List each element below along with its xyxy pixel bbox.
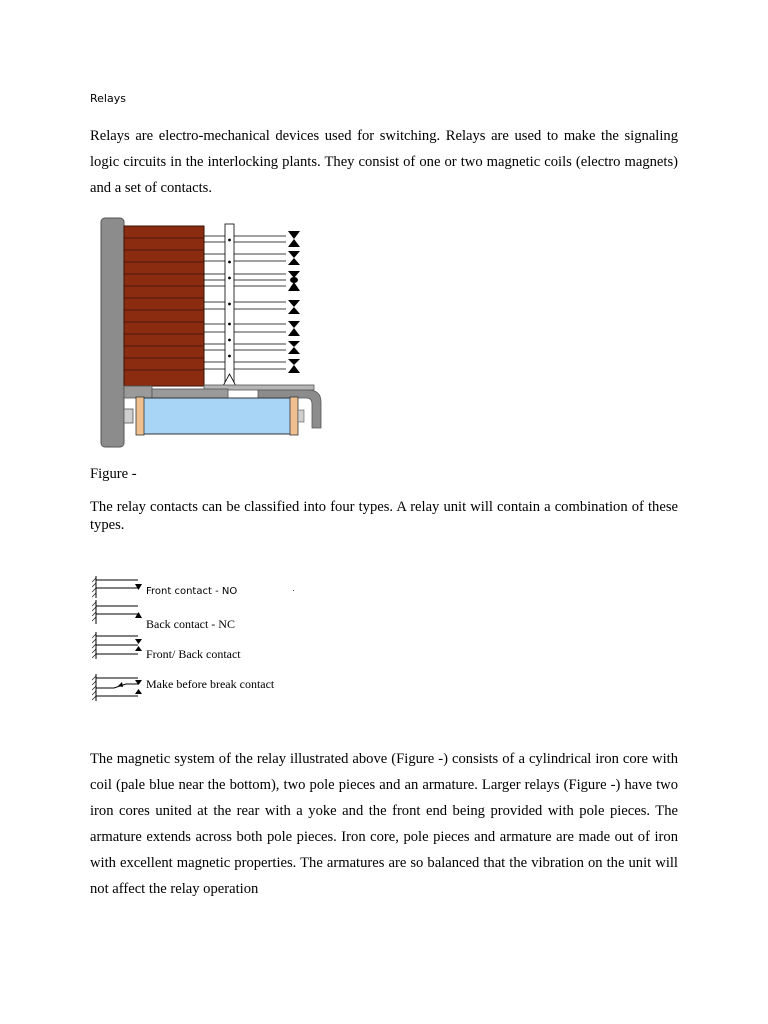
- front-contact-symbol: [92, 574, 146, 600]
- contact-type-label: Back contact - NC: [146, 617, 235, 631]
- back-contact-symbol: [92, 600, 146, 626]
- contact-type-label: Front/ Back contact: [146, 647, 241, 661]
- magnetic-system-paragraph: The magnetic system of the relay illustrated above (Figure -) consists of a cylindrical iron core with coil (pale blue near the bottom), two pole pieces and an armature. Larger relays (Figure -) have two iron cores united at the rear with a yoke and the front end being provided with pole pieces. The armature extends across both pole pieces. Iron core, pole pieces and armature are made out of iron with excellent magnetic properties. The armatures are so balanced that the vibration on the unit will not affect the relay operation: [90, 751, 678, 897]
- figure-caption: Figure -: [90, 466, 137, 482]
- section-heading: Relays: [90, 92, 126, 105]
- contact-type-front-back: [92, 632, 352, 660]
- contact-type-label: Front contact - NO: [146, 586, 238, 597]
- intro-paragraph: Relays are electro-mechanical devices used for switching. Relays are used to make the signaling logic circuits in the interlocking plants. They consist of one or two magnetic coils (electro magnets) and a set of contacts.: [90, 128, 678, 196]
- pole-piece-rear: [124, 386, 152, 398]
- relay-core-coil: [142, 398, 292, 434]
- contact-type-make-before-break: [92, 674, 352, 702]
- contact-symbols: [288, 231, 300, 373]
- pole-piece-block: [152, 389, 228, 398]
- make-before-break-contact-symbol: [92, 674, 146, 702]
- contact-type-label: Make before break contact: [146, 677, 275, 691]
- relay-diagram: [100, 214, 325, 450]
- contact-springs: [204, 236, 286, 369]
- end-cap-left: [136, 397, 144, 435]
- end-cap-right: [290, 397, 298, 435]
- end-stud-right: [298, 410, 304, 422]
- contact-type-back: [92, 600, 352, 631]
- contact-type-front: [92, 574, 352, 602]
- contact-types-paragraph: The relay contacts can be classified into four types. A relay unit will contain a combination of these types.: [90, 499, 678, 533]
- relay-yoke: [101, 218, 124, 447]
- front-back-contact-symbol: [92, 632, 146, 660]
- stray-dot: [293, 590, 294, 591]
- frame-screw: [124, 409, 133, 423]
